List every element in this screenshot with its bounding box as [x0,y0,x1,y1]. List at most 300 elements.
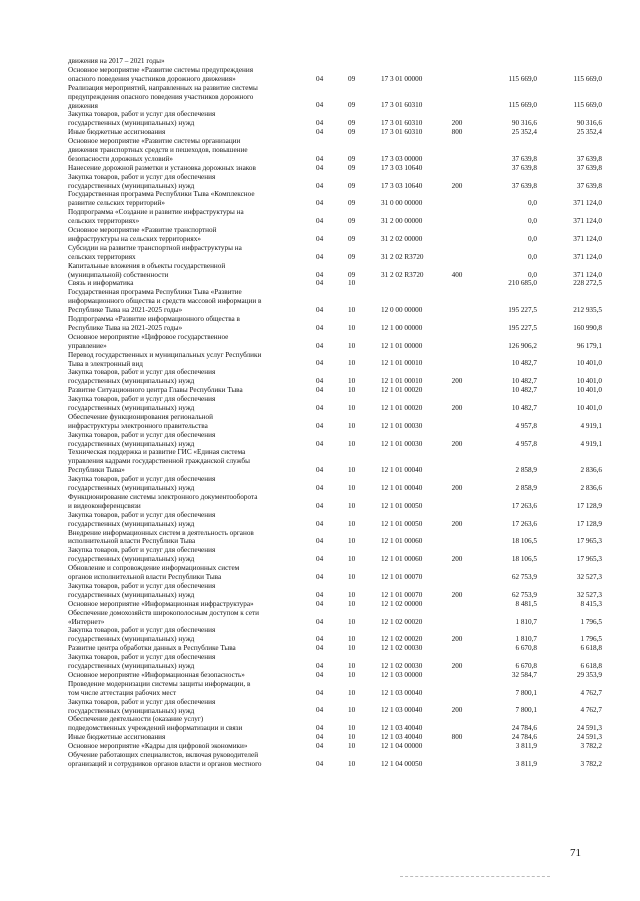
description-line: Тыва в электронный вид [68,359,143,368]
subsection-code: 09 [348,217,356,226]
table-row [0,742,640,751]
row-description [68,511,305,529]
target-article-code: 31 2 00 00000 [381,217,423,226]
target-article-code: 31 0 00 00000 [381,199,423,208]
subsection-code: 10 [348,537,356,546]
target-article-code: 12 1 00 00000 [381,323,423,332]
amount-year-1: 1 810,7 [515,635,537,644]
row-description [68,128,305,137]
section-code: 04 [316,590,324,599]
section-code: 04 [316,217,324,226]
target-article-code: 12 1 01 00030 [381,421,423,430]
amount-year-2: 24 591,3 [576,724,602,733]
description-line: Техническая поддержка и развитие ГИС «Единая система [68,448,246,457]
expense-type-code: 200 [451,484,463,493]
target-article-code: 17 3 01 60310 [381,119,423,128]
row-description [68,564,305,582]
description-line: Закупка товаров, работ и услуг для обеспечения [68,697,216,706]
description-line: том числе аттестация рабочих мест [68,688,177,697]
target-article-code: 12 0 00 00000 [381,306,423,315]
row-description [68,493,305,511]
target-article-code: 12 1 01 00050 [381,501,423,510]
description-line: Закупка товаров, работ и услуг для обеспечения [68,510,216,519]
amount-year-2: 17 128,9 [576,501,602,510]
amount-year-1: 210 685,0 [508,279,537,288]
section-code: 04 [316,644,324,653]
table-row [0,244,640,262]
target-article-code: 12 1 01 00020 [381,403,423,412]
target-article-code: 12 1 03 00040 [381,706,423,715]
amount-year-1: 10 482,7 [511,403,537,412]
row-description [68,57,305,66]
section-code: 04 [316,519,324,528]
section-code: 04 [316,617,324,626]
amount-year-2: 160 990,8 [573,323,602,332]
amount-year-2: 32 527,3 [576,573,602,582]
amount-year-1: 126 906,2 [508,341,537,350]
description-line: государственных (муниципальных) нужд [68,590,195,599]
subsection-code: 10 [348,306,356,315]
description-line: Обучение работающих специалистов, включая руководителей [68,750,259,759]
target-article-code: 31 2 02 00000 [381,234,423,243]
row-description [68,368,305,386]
subsection-code: 09 [348,181,356,190]
table-row [0,368,640,386]
subsection-code: 09 [348,199,356,208]
description-line: Основное мероприятие «Цифровое государственное [68,332,229,341]
table-row [0,84,640,111]
target-article-code: 12 1 01 00060 [381,537,423,546]
subsection-code: 10 [348,439,356,448]
row-description [68,262,305,280]
amount-year-2: 4 919,1 [580,421,602,430]
table-row [0,582,640,600]
description-line: Реализация мероприятий, направленных на развитие системы [68,83,258,92]
subsection-code: 09 [348,154,356,163]
target-article-code: 12 1 02 00030 [381,662,423,670]
description-line: движения транспортных средств и пешеходов, повышение [68,145,248,154]
row-description [68,609,305,627]
table-row [0,680,640,698]
section-code: 04 [316,403,324,412]
section-code: 04 [316,724,324,733]
amount-year-2: 90 316,6 [576,119,602,128]
section-code: 04 [316,270,324,279]
amount-year-1: 62 753,9 [511,573,537,582]
amount-year-2: 115 669,0 [573,74,602,83]
description-line: организаций и сотрудников органов власти и органов местного [68,759,262,768]
amount-year-2: 228 272,5 [573,279,602,288]
subsection-code: 10 [348,617,356,626]
amount-year-1: 90 316,6 [511,119,537,128]
target-article-code: 17 3 03 00000 [381,154,423,163]
description-line: Подпрограмма «Создание и развитие инфраструктуры на [68,208,244,217]
table-row [0,431,640,449]
description-line: Внедрение информационных систем в деятельность органов [68,528,254,537]
row-description [68,190,305,208]
amount-year-2: 10 401,0 [576,403,602,412]
subsection-code: 10 [348,724,356,733]
section-code: 04 [316,742,324,751]
target-article-code: 12 1 01 00010 [381,377,423,386]
section-code: 04 [316,359,324,368]
description-line: Закупка товаров, работ и услуг для обеспечения [68,546,216,555]
target-article-code: 17 3 01 60310 [381,101,423,110]
row-description [68,315,305,333]
table-row [0,733,640,742]
description-line: Основное мероприятие «Развитие системы организации [68,137,241,146]
description-line: Закупка товаров, работ и услуг для обеспечения [68,475,216,484]
description-line: органов исполнительной власти Республики Тыва [68,573,222,582]
table-row [0,626,640,644]
row-description [68,244,305,262]
amount-year-1: 2 858,9 [515,466,537,475]
amount-year-2: 371 124,0 [573,252,602,261]
section-code: 04 [316,234,324,243]
amount-year-2: 2 836,6 [580,466,602,475]
target-article-code: 12 1 01 00000 [381,341,423,350]
table-row [0,315,640,333]
section-code: 04 [316,252,324,261]
description-line: инфраструктуры электронного правительства [68,421,208,430]
table-row [0,279,640,288]
table-row [0,173,640,191]
description-line: Закупка товаров, работ и услуг для обеспечения [68,172,216,181]
table-row [0,164,640,173]
description-line: подведомственных учреждений информатизации и связи [68,724,243,733]
subsection-code: 10 [348,555,356,564]
section-code: 04 [316,163,324,172]
description-line: Закупка товаров, работ и услуг для обеспечения [68,110,216,119]
subsection-code: 09 [348,101,356,110]
row-description [68,600,305,609]
amount-year-2: 1 796,5 [580,635,602,644]
subsection-code: 09 [348,119,356,128]
section-code: 04 [316,635,324,644]
amount-year-2: 3 782,2 [580,759,602,768]
amount-year-2: 371 124,0 [573,234,602,243]
amount-year-2: 2 836,6 [580,484,602,493]
amount-year-1: 17 263,6 [511,519,537,528]
subsection-code: 09 [348,163,356,172]
description-line: (муниципальной) собственности [68,270,169,279]
row-description [68,333,305,351]
subsection-code: 10 [348,421,356,430]
description-line: предупреждения опасного поведения участников дорожного [68,92,254,101]
description-line: инфраструктуры на сельских территориях» [68,234,201,243]
page-number: 71 [570,847,581,859]
section-code: 04 [316,688,324,697]
row-description [68,653,305,671]
table-row [0,671,640,680]
table-row [0,386,640,395]
target-article-code: 17 3 01 00000 [381,74,423,83]
description-line: Республике Тыва на 2021-2025 годы» [68,306,183,315]
table-row [0,448,640,475]
amount-year-1: 0,0 [528,199,537,208]
amount-year-2: 4 762,7 [580,706,602,715]
description-line: Государственная программа Республики Тыва «Развитие [68,288,242,297]
section-code: 04 [316,537,324,546]
amount-year-2: 1 796,5 [580,617,602,626]
amount-year-1: 0,0 [528,217,537,226]
subsection-code: 10 [348,359,356,368]
expense-type-code: 800 [451,733,463,742]
target-article-code: 12 1 03 00000 [381,670,423,679]
description-line: Обеспечение домохозяйств широкополосным доступом к сети [68,608,260,617]
table-row [0,511,640,529]
section-code: 04 [316,199,324,208]
amount-year-2: 3 782,2 [580,742,602,751]
amount-year-1: 24 784,6 [511,733,537,742]
amount-year-2: 10 401,0 [576,359,602,368]
expense-type-code: 800 [451,128,463,137]
section-code: 04 [316,74,324,83]
amount-year-2: 4 919,1 [580,439,602,448]
target-article-code: 12 1 01 00060 [381,555,423,564]
target-article-code: 12 1 02 00030 [381,644,423,653]
section-code: 04 [316,670,324,679]
description-line: Развитие центра обработки данных в Республике Тыва [68,644,236,653]
target-article-code: 31 2 02 R3720 [381,270,424,279]
amount-year-2: 17 965,3 [576,555,602,564]
amount-year-1: 7 800,1 [515,688,537,697]
description-line: информационного общества и средств массовой информации в [68,297,262,306]
amount-year-1: 4 957,8 [515,439,537,448]
description-line: Развитие Ситуационного центра Главы Республики Тыва [68,386,243,395]
amount-year-1: 8 481,5 [515,599,537,608]
amount-year-1: 32 584,7 [511,670,537,679]
amount-year-2: 29 353,9 [576,670,602,679]
row-description [68,671,305,680]
row-description [68,164,305,173]
description-line: Основное мероприятие «Развитие системы предупреждения [68,65,254,74]
table-row [0,128,640,137]
description-line: Государственная программа Республики Тыва «Комплексное [68,190,255,199]
table-row [0,190,640,208]
description-line: государственных (муниципальных) нужд [68,635,195,644]
row-description [68,742,305,751]
section-code: 04 [316,466,324,475]
row-description [68,751,305,769]
amount-year-1: 18 106,5 [511,555,537,564]
target-article-code: 17 3 03 10640 [381,181,423,190]
table-row [0,66,640,84]
description-line: управления кадрами государственной гражданской службы [68,457,250,466]
subsection-code: 10 [348,341,356,350]
description-line: движения на 2017 – 2021 годы» [68,57,165,65]
description-line: Функционирование системы электронного документооборота [68,492,258,501]
subsection-code: 10 [348,403,356,412]
section-code: 04 [316,181,324,190]
description-line: государственных (муниципальных) нужд [68,662,195,671]
target-article-code: 12 1 02 00020 [381,635,423,644]
expense-type-code: 200 [451,590,463,599]
description-line: Основное мероприятие «Информационная безопасность» [68,670,245,679]
table-row [0,546,640,564]
amount-year-2: 4 762,7 [580,688,602,697]
amount-year-1: 37 639,8 [511,154,537,163]
subsection-code: 09 [348,234,356,243]
amount-year-1: 17 263,6 [511,501,537,510]
subsection-code: 10 [348,688,356,697]
row-description [68,351,305,369]
expense-type-code: 200 [451,119,463,128]
table-row [0,529,640,547]
amount-year-1: 10 482,7 [511,359,537,368]
subsection-code: 09 [348,252,356,261]
description-line: Обновление и сопровождение информационных систем [68,564,240,573]
amount-year-2: 371 124,0 [573,199,602,208]
amount-year-1: 37 639,8 [511,163,537,172]
amount-year-1: 3 811,9 [515,742,537,751]
amount-year-2: 6 618,8 [580,662,602,670]
row-description [68,288,305,315]
section-code: 04 [316,555,324,564]
amount-year-2: 37 639,8 [576,154,602,163]
description-line: Основное мероприятие «Кадры для цифровой экономики» [68,742,248,751]
section-code: 04 [316,421,324,430]
description-line: безопасности дорожных условий» [68,154,173,163]
expense-type-code: 200 [451,403,463,412]
row-description [68,582,305,600]
amount-year-1: 10 482,7 [511,377,537,386]
expense-type-code: 200 [451,635,463,644]
target-article-code: 12 1 03 40040 [381,733,423,742]
subsection-code: 10 [348,733,356,742]
description-line: и видеоконференцсвязи [68,501,141,510]
description-line: государственных (муниципальных) нужд [68,706,195,715]
row-description [68,546,305,564]
subsection-code: 10 [348,377,356,386]
row-description [68,386,305,395]
amount-year-1: 7 800,1 [515,706,537,715]
subsection-code: 10 [348,590,356,599]
target-article-code: 12 1 01 00040 [381,466,423,475]
row-description [68,208,305,226]
subsection-code: 09 [348,74,356,83]
amount-year-1: 2 858,9 [515,484,537,493]
expense-type-code: 200 [451,377,463,386]
table-row [0,751,640,769]
row-description [68,475,305,493]
section-code: 04 [316,386,324,395]
description-line: Подпрограмма «Развитие информационного общества в [68,315,240,323]
row-description [68,137,305,164]
table-row [0,644,640,653]
section-code: 04 [316,733,324,742]
section-code: 04 [316,341,324,350]
amount-year-1: 195 227,5 [508,323,537,332]
amount-year-1: 115 669,0 [508,101,537,110]
amount-year-2: 17 128,9 [576,519,602,528]
description-line: управление» [68,341,107,350]
section-code: 04 [316,119,324,128]
expense-type-code: 200 [451,662,463,670]
amount-year-1: 10 482,7 [511,386,537,395]
amount-year-1: 0,0 [528,252,537,261]
target-article-code: 12 1 01 00070 [381,573,423,582]
row-description [68,626,305,644]
target-article-code: 12 1 04 00000 [381,742,423,751]
description-line: сельских территориях» [68,217,140,226]
description-line: движения [68,101,98,110]
description-line: государственных (муниципальных) нужд [68,555,195,564]
budget-table [0,57,640,769]
amount-year-1: 195 227,5 [508,306,537,315]
amount-year-2: 25 352,4 [576,128,602,137]
amount-year-2: 24 591,3 [576,733,602,742]
section-code: 04 [316,599,324,608]
table-row [0,110,640,128]
description-line: Закупка товаров, работ и услуг для обеспечения [68,581,216,590]
row-description [68,395,305,413]
section-code: 04 [316,306,324,315]
amount-year-1: 0,0 [528,270,537,279]
amount-year-2: 6 618,8 [580,644,602,653]
subsection-code: 10 [348,484,356,493]
description-line: сельских территориях [68,252,136,261]
description-line: Перевод государственных и муниципальных услуг Республики [68,350,262,359]
row-description [68,715,305,733]
amount-year-1: 4 957,8 [515,421,537,430]
table-row [0,226,640,244]
amount-year-2: 371 124,0 [573,217,602,226]
table-row [0,262,640,280]
table-row [0,288,640,315]
row-description [68,66,305,84]
section-code: 04 [316,759,324,768]
amount-year-1: 18 106,5 [511,537,537,546]
description-line: Основное мероприятие «Информационная инфраструктура» [68,599,254,608]
row-description [68,698,305,716]
subsection-code: 10 [348,466,356,475]
amount-year-1: 3 811,9 [515,759,537,768]
section-code: 04 [316,573,324,582]
subsection-code: 10 [348,501,356,510]
amount-year-1: 6 670,8 [515,644,537,653]
description-line: «Интернет» [68,617,105,626]
target-article-code: 17 3 01 60310 [381,128,423,137]
row-description [68,279,305,288]
target-article-code: 31 2 02 R3720 [381,252,424,261]
section-code: 04 [316,484,324,493]
row-description [68,173,305,191]
description-line: государственных (муниципальных) нужд [68,377,195,386]
description-line: Республике Тыва на 2021-2025 годы» [68,323,183,332]
description-line: Иные бюджетные ассигнования [68,733,166,742]
table-row [0,475,640,493]
description-line: Республики Тыва» [68,466,125,475]
target-article-code: 12 1 02 00000 [381,599,423,608]
amount-year-2: 37 639,8 [576,163,602,172]
subsection-code: 10 [348,759,356,768]
subsection-code: 09 [348,128,356,137]
subsection-code: 10 [348,279,356,288]
description-line: государственных (муниципальных) нужд [68,119,195,128]
description-line: государственных (муниципальных) нужд [68,403,195,412]
amount-year-1: 37 639,8 [511,181,537,190]
row-description [68,448,305,475]
description-line: Иные бюджетные ассигнования [68,128,166,137]
description-line: государственных (муниципальных) нужд [68,484,195,493]
table-row [0,715,640,733]
subsection-code: 10 [348,573,356,582]
row-description [68,733,305,742]
description-line: Закупка товаров, работ и услуг для обеспечения [68,395,216,404]
row-description [68,644,305,653]
amount-year-2: 10 401,0 [576,386,602,395]
